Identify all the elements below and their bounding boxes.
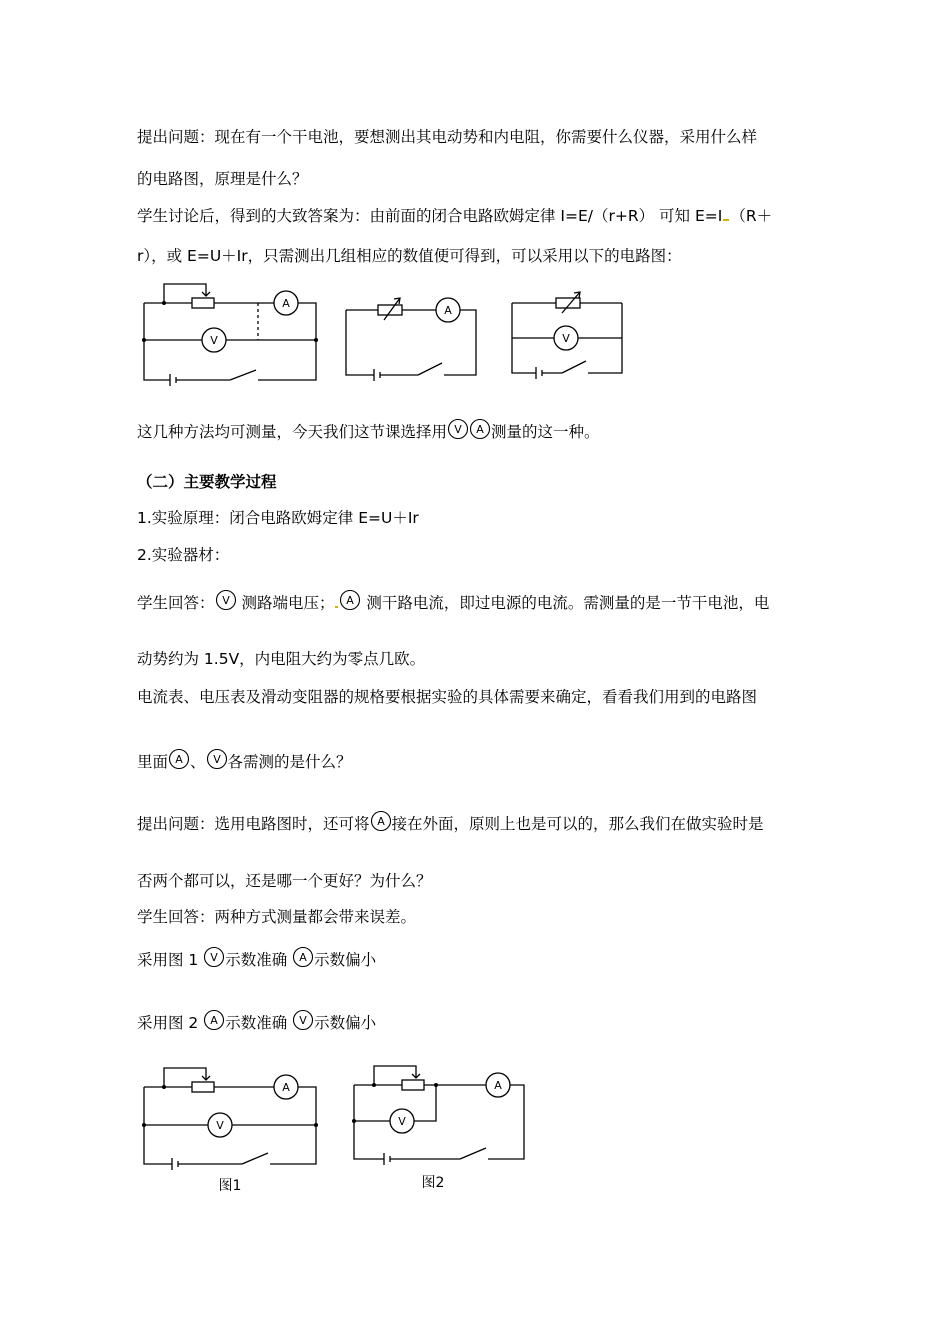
highlight-mark (723, 219, 729, 221)
ammeter-label: A (282, 297, 290, 310)
para-question-1b: 的电路图，原理是什么？ (137, 170, 308, 188)
para-question-2b: 否两个都可以，还是哪一个更好？为什么？ (137, 872, 432, 890)
circuit-diagrams-row (130, 278, 650, 390)
para-answer-1b: 动势约为 1.5V，内电阻大约为零点几欧。 (137, 650, 426, 668)
para-methods: 这几种方法均可测量，今天我们这节课选择用 V A 测量的这一种。 (137, 418, 600, 442)
figure-1-caption: 图1 (218, 1178, 242, 1194)
para-question-2: 提出问题：选用电路图时，还可将 A 接在外面，原则上也是可以的，那么我们在做实验时是 (137, 810, 764, 834)
highlight-mark (335, 606, 338, 608)
voltmeter-icon (206, 748, 228, 770)
svg-text:A: A (210, 1014, 218, 1027)
ammeter-label: A (444, 304, 452, 317)
para-discussion-1: 学生讨论后，得到的大致答案为：由前面的闭合电路欧姆定律 I=E/（r+R） 可知 E=I （R＋ (137, 207, 773, 225)
voltmeter-label: V (398, 1115, 406, 1128)
para-discussion-1b: r），或 E=U＋Ir，只需测出几组相应的数值便可得到，可以采用以下的电路图： (137, 247, 682, 265)
figure-2-caption: 图2 (421, 1175, 445, 1191)
svg-text:V: V (212, 753, 221, 766)
figure-circuits (130, 1060, 540, 1195)
voltmeter-label: V (562, 332, 570, 345)
ammeter-label: A (282, 1081, 290, 1094)
ammeter-icon (339, 589, 361, 611)
voltmeter-label: V (216, 1119, 224, 1132)
voltmeter-icon (292, 1009, 314, 1031)
para-fig1: 采用图 1 V 示数准确 A 示数偏小 (137, 946, 376, 970)
step-principle: 1.实验原理：闭合电路欧姆定律 E=U＋Ir (137, 509, 419, 527)
para-spec-b: 里面 A 、 V 各需测的是什么？ (137, 748, 352, 772)
ammeter-icon (203, 1009, 225, 1031)
para-spec: 电流表、电压表及滑动变阻器的规格要根据实验的具体需要来确定，看看我们用到的电路图 (137, 688, 758, 706)
svg-text:V: V (210, 951, 218, 964)
svg-text:V: V (299, 1014, 307, 1027)
section-heading: （二）主要教学过程 (137, 473, 277, 491)
ammeter-icon (469, 418, 491, 440)
svg-text:A: A (376, 815, 385, 828)
svg-text:A: A (299, 951, 307, 964)
step-equipment: 2.实验器材： (137, 546, 230, 564)
svg-text:A: A (476, 423, 484, 436)
ammeter-icon (370, 810, 392, 832)
svg-text:A: A (175, 753, 183, 766)
voltmeter-icon (203, 946, 225, 968)
svg-text:A: A (346, 594, 355, 607)
ammeter-icon (292, 946, 314, 968)
para-question-1: 提出问题：现在有一个干电池，要想测出其电动势和内电阻，你需要什么仪器，采用什么样 (137, 128, 758, 146)
svg-text:V: V (454, 423, 462, 436)
voltmeter-label: V (210, 334, 218, 347)
voltmeter-icon (215, 589, 237, 611)
para-answer-1: 学生回答： V 测路端电压； A 测干路电流，即过电源的电流。需测量的是一节干电池，电 (137, 589, 769, 613)
para-fig2: 采用图 2 A 示数准确 V 示数偏小 (137, 1009, 376, 1033)
voltmeter-icon (447, 418, 469, 440)
ammeter-icon (168, 748, 190, 770)
svg-text:V: V (221, 594, 230, 607)
ammeter-label: A (494, 1079, 502, 1092)
para-answer-2: 学生回答：两种方式测量都会带来误差。 (137, 908, 417, 926)
